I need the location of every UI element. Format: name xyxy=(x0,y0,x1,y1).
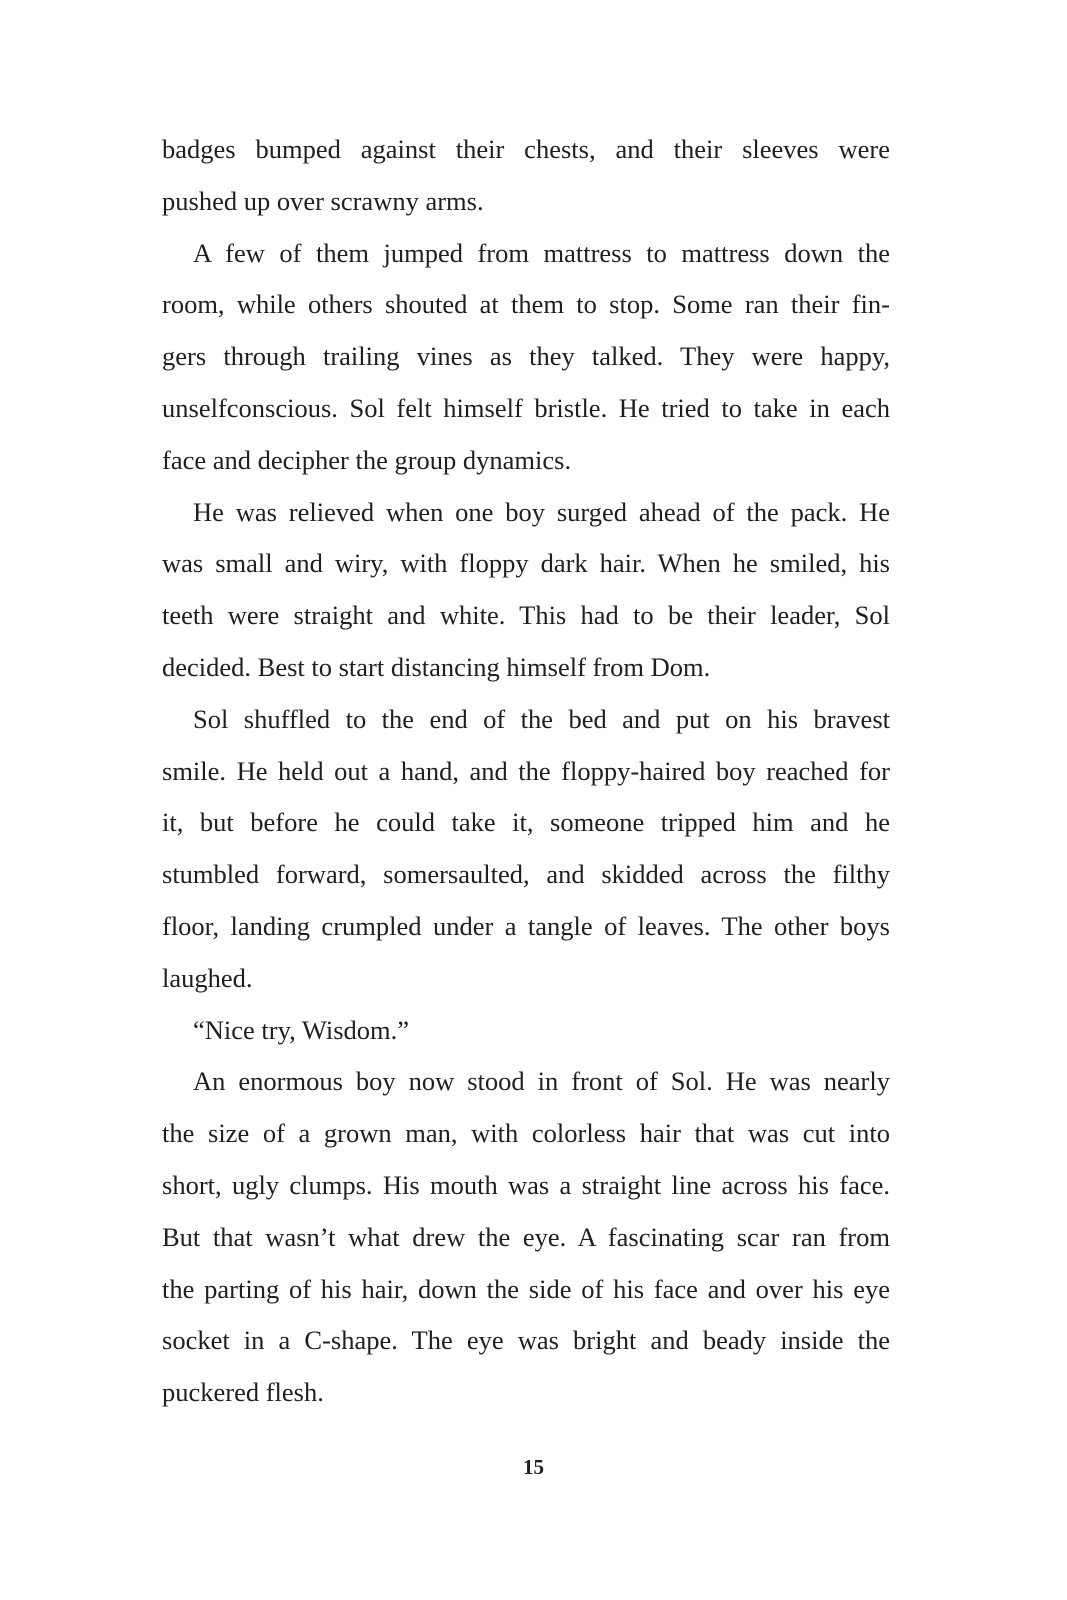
text-line: teeth were straight and white. This had to be their leader, Sol xyxy=(162,600,890,631)
text-line: face and decipher the group dynamics. xyxy=(162,444,572,475)
text-line: laughed. xyxy=(162,962,253,993)
body-text xyxy=(162,124,890,1419)
text-line: An enormous boy now stood in front of Sol. He was nearly xyxy=(193,1066,890,1097)
text-line: badges bumped against their chests, and their sleeves were xyxy=(162,134,890,164)
text-line: pushed up over scrawny arms. xyxy=(162,185,484,216)
text-line: “Nice try, Wisdom.” xyxy=(193,1014,410,1045)
text-line: smile. He held out a hand, and the floppy-haired boy reached for xyxy=(162,755,890,786)
text-line: A few of them jumped from mattress to mattress down the xyxy=(193,237,890,268)
text-line: the parting of his hair, down the side of his face and over his eye xyxy=(162,1273,890,1304)
text-line: room, while others shouted at them to stop. Some ran their fin- xyxy=(162,289,890,320)
text-line: was small and wiry, with floppy dark hair. When he smiled, his xyxy=(162,548,890,579)
text-line: short, ugly clumps. His mouth was a straight line across his face. xyxy=(162,1169,890,1200)
text-line: the size of a grown man, with colorless hair that was cut into xyxy=(162,1118,890,1149)
text-line: floor, landing crumpled under a tangle of leaves. The other boys xyxy=(162,910,890,941)
text-line: unselfconscious. Sol felt himself bristle. He tried to take in each xyxy=(162,392,890,423)
text-line: decided. Best to start distancing himself from Dom. xyxy=(162,651,711,682)
text-line: gers through trailing vines as they talked. They were happy, xyxy=(162,341,890,372)
text-line: Sol shuffled to the end of the bed and put on his bravest xyxy=(193,703,890,734)
text-line: puckered flesh. xyxy=(162,1377,324,1408)
text-line: stumbled forward, somersaulted, and skidded across the filthy xyxy=(162,859,890,890)
text-line: it, but before he could take it, someone tripped him and he xyxy=(162,807,890,838)
text-line: socket in a C-shape. The eye was bright and beady inside the xyxy=(162,1325,890,1356)
text-line: But that wasn’t what drew the eye. A fascinating scar ran from xyxy=(162,1221,890,1252)
page-number: 15 xyxy=(523,1455,544,1479)
text-line: He was relieved when one boy surged ahead of the pack. He xyxy=(193,496,890,527)
